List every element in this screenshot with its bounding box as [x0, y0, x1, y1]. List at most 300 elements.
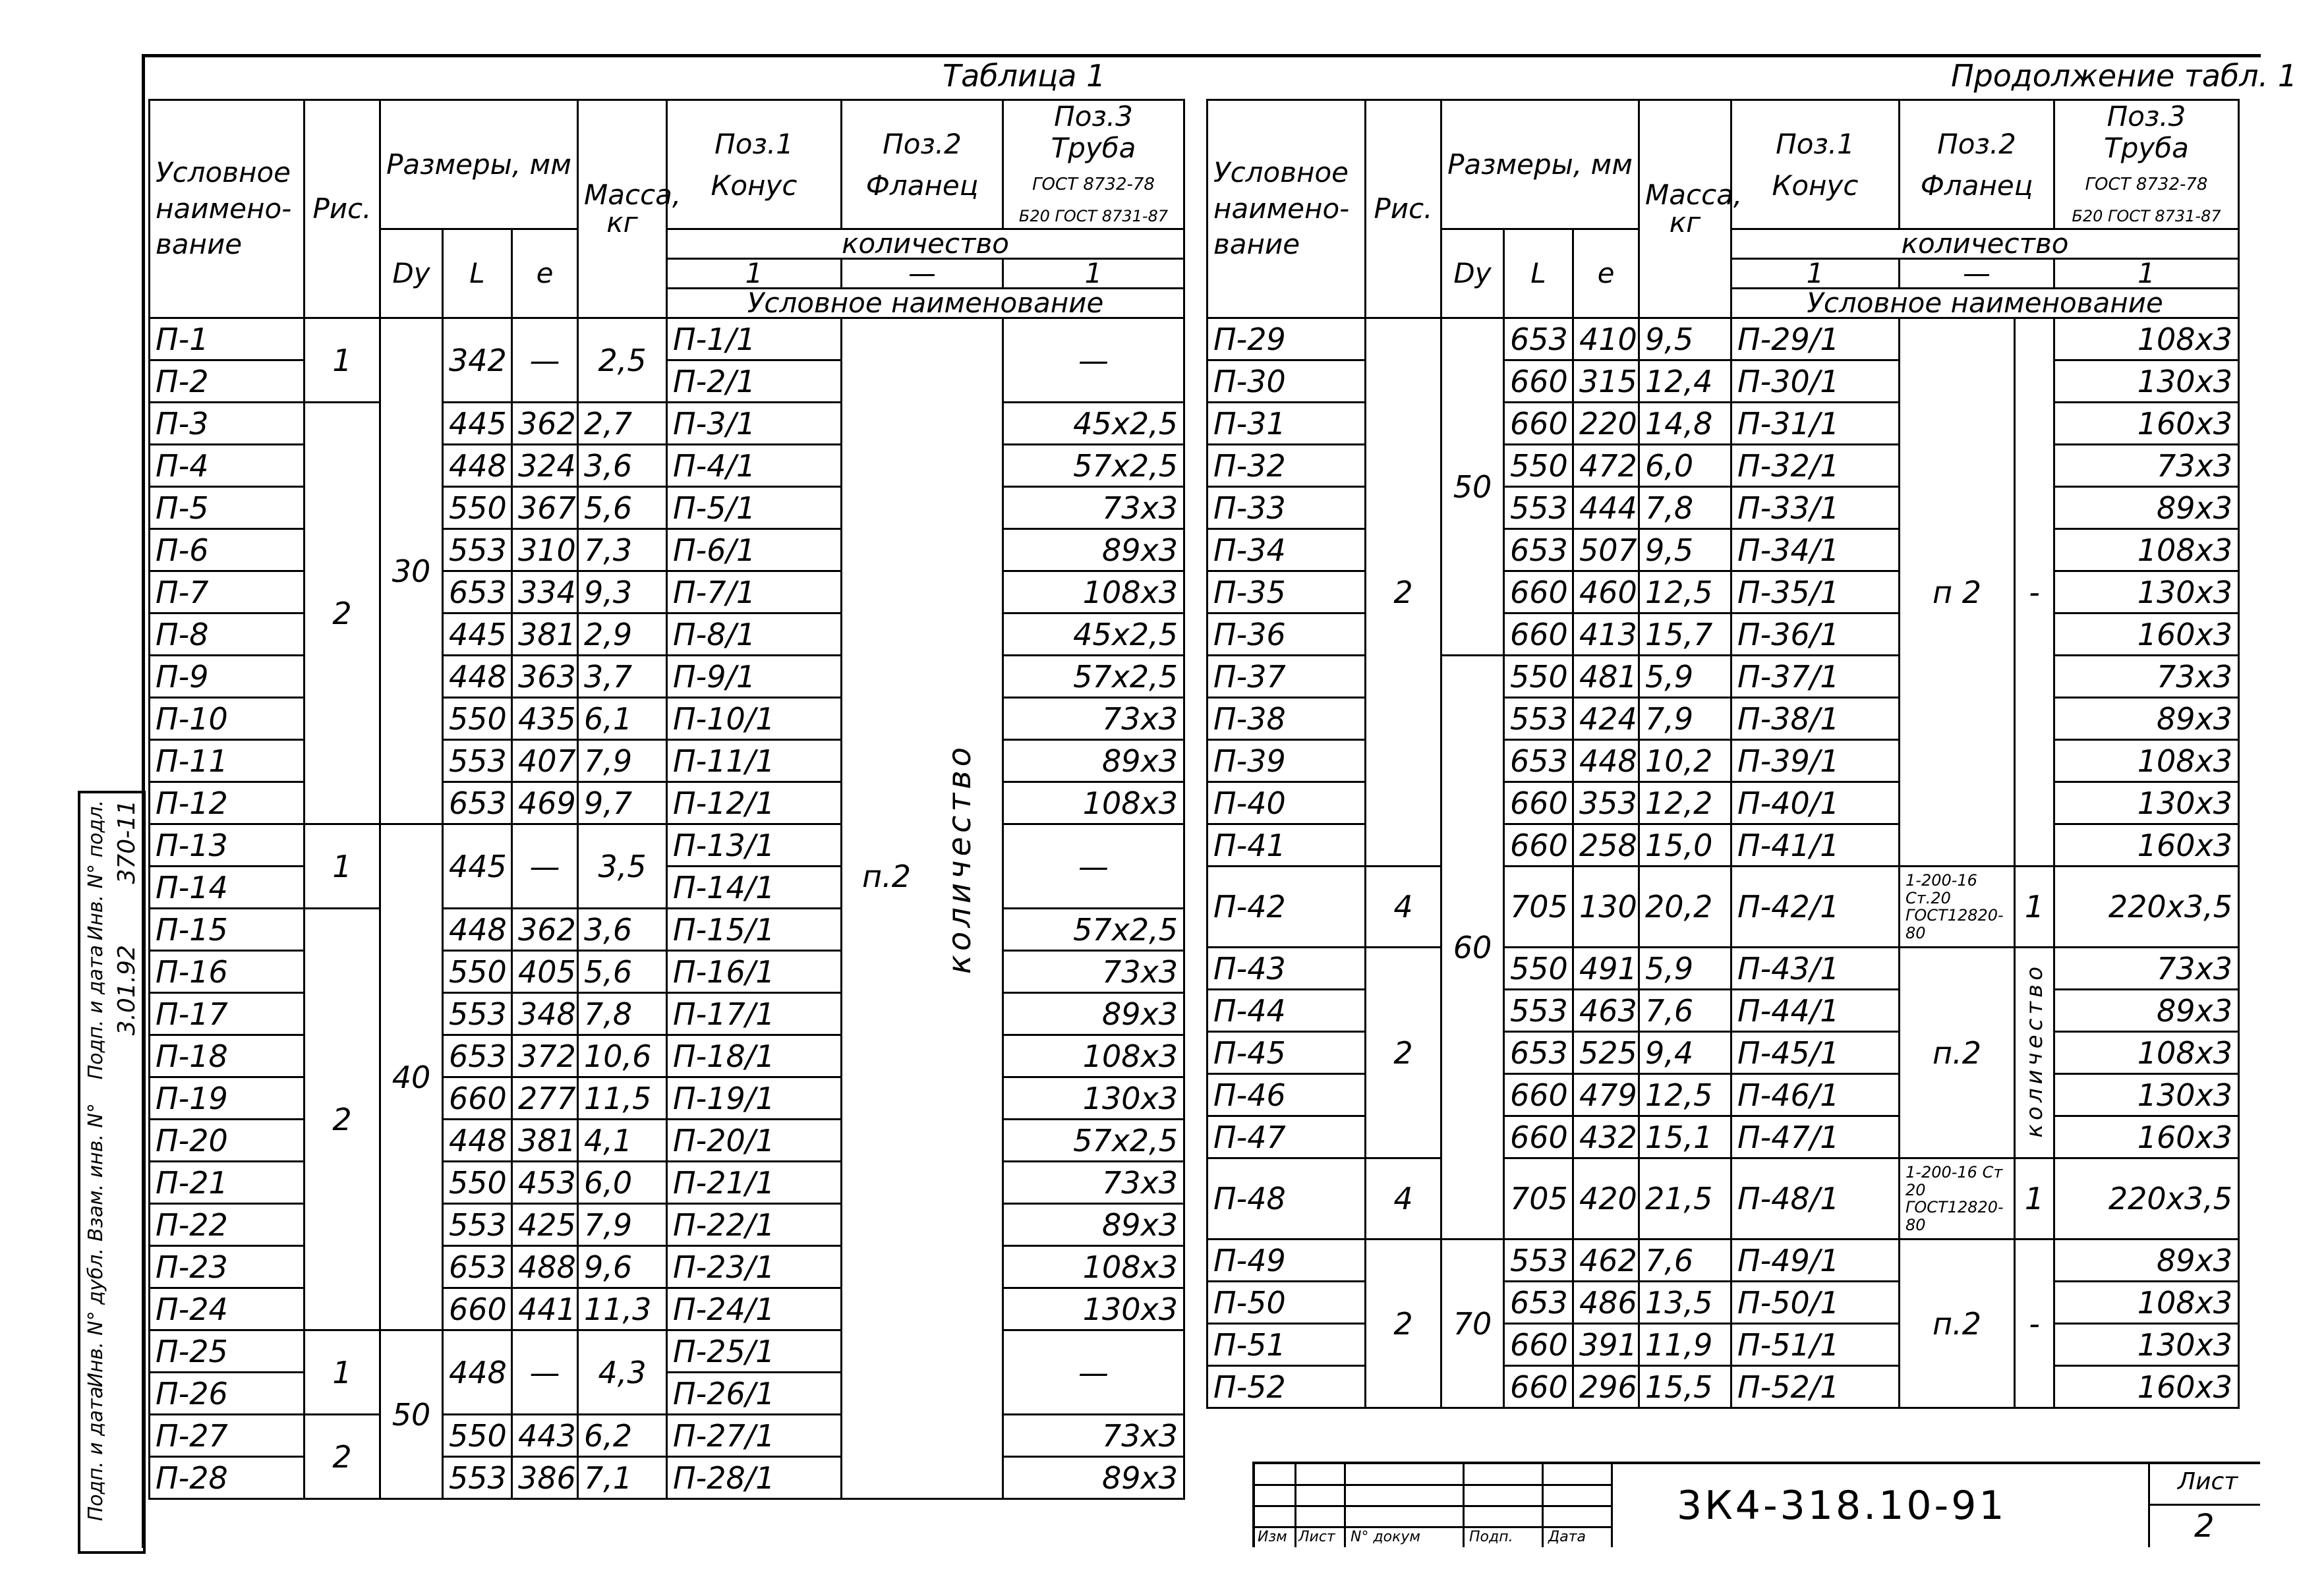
stamp-sign: Подп. — [1469, 1529, 1513, 1545]
table-row — [1207, 1074, 2239, 1116]
table-row — [1207, 824, 2239, 867]
row-e: 407 — [512, 740, 578, 782]
row-name: П-6 — [150, 529, 305, 571]
row-dy: 50 — [380, 1330, 443, 1499]
row-pos1: П-38/1 — [1731, 698, 1900, 740]
row-pos3: 45х2,5 — [1003, 613, 1184, 656]
row-mass: 20,2 — [1639, 867, 1731, 948]
row-e: 381 — [512, 1120, 578, 1162]
row-mass: 7,8 — [578, 993, 667, 1035]
row-length: 550 — [443, 487, 512, 529]
row-pos1: П-10/1 — [667, 698, 842, 740]
row-e: 448 — [1573, 740, 1639, 782]
row-e: 367 — [512, 487, 578, 529]
row-e: 277 — [512, 1077, 578, 1120]
row-name: П-19 — [150, 1077, 305, 1120]
row-fig: 1 — [305, 1330, 380, 1415]
stamp-list: Лист — [1298, 1529, 1335, 1545]
row-pos1: П-6/1 — [667, 529, 842, 571]
row-pos1: П-12/1 — [667, 782, 842, 824]
row-pos1: П-51/1 — [1731, 1324, 1900, 1366]
row-e: 481 — [1573, 656, 1639, 698]
row-name: П-45 — [1207, 1032, 1366, 1074]
row-name: П-21 — [150, 1162, 305, 1204]
row-dy: 30 — [380, 318, 443, 824]
row-pos1: П-48/1 — [1731, 1158, 1900, 1240]
row-e: 425 — [512, 1204, 578, 1246]
row-e: 444 — [1573, 487, 1639, 529]
row-e: 491 — [1573, 948, 1639, 990]
stamp-doc: N° докум — [1351, 1529, 1421, 1545]
row-name: П-52 — [1207, 1366, 1366, 1408]
row-pos1: П-44/1 — [1731, 990, 1900, 1032]
row-fig: 2 — [305, 909, 380, 1330]
row-length: 653 — [443, 782, 512, 824]
row-mass: 9,4 — [1639, 1032, 1731, 1074]
table-row — [1207, 571, 2239, 613]
row-length: 653 — [443, 571, 512, 613]
row-e: 353 — [1573, 782, 1639, 824]
row-fig: 2 — [305, 403, 380, 824]
row-e: 420 — [1573, 1158, 1639, 1240]
row-pos3: 73х3 — [2054, 656, 2239, 698]
sheet-label: Лист — [2178, 1468, 2238, 1495]
col-dims-header-2: Размеры, мм — [1441, 100, 1639, 229]
row-mass: 15,5 — [1639, 1366, 1731, 1408]
cond-name-header: Условное наименование — [667, 289, 1184, 318]
table-row — [1207, 1032, 2239, 1074]
row-pos1: П-34/1 — [1731, 529, 1900, 571]
table-row — [1207, 990, 2239, 1032]
col-pos3-header-2: Поз.3 Труба ГОСТ 8732-78 Б20 ГОСТ 8731-87 — [2054, 100, 2239, 229]
row-e: — — [512, 824, 578, 909]
row-mass: 5,6 — [578, 951, 667, 993]
row-name: П-23 — [150, 1246, 305, 1288]
row-pos3: 57х2,5 — [1003, 1120, 1184, 1162]
row-pos3: 160х3 — [2054, 403, 2239, 445]
row-name: П-12 — [150, 782, 305, 824]
row-length: 445 — [443, 403, 512, 445]
row-pos1: П-36/1 — [1731, 613, 1900, 656]
row-name: П-33 — [1207, 487, 1366, 529]
table-row — [1207, 867, 2239, 948]
row-pos1: П-52/1 — [1731, 1366, 1900, 1408]
qty-one: 1 — [2015, 867, 2054, 948]
table-row — [150, 1415, 1184, 1457]
row-mass: 6,0 — [578, 1162, 667, 1204]
col-pos3-header: Поз.3 Труба ГОСТ 8732-78 Б20 ГОСТ 8731-87 — [1003, 100, 1184, 229]
row-pos3: 73х3 — [1003, 487, 1184, 529]
row-name: П-43 — [1207, 948, 1366, 990]
row-pos3: — — [1003, 1330, 1184, 1415]
row-length: 553 — [1504, 1240, 1573, 1282]
row-pos1: П-18/1 — [667, 1035, 842, 1077]
row-length: 660 — [1504, 1116, 1573, 1158]
row-mass: 2,7 — [578, 403, 667, 445]
row-pos1: П-45/1 — [1731, 1032, 1900, 1074]
row-name: П-5 — [150, 487, 305, 529]
row-pos1: П-50/1 — [1731, 1282, 1900, 1324]
row-pos3: 108х3 — [1003, 782, 1184, 824]
row-pos1: П-42/1 — [1731, 867, 1900, 948]
row-pos1: П-46/1 — [1731, 1074, 1900, 1116]
row-length: 653 — [1504, 740, 1573, 782]
row-pos1: П-33/1 — [1731, 487, 1900, 529]
row-pos1: П-2/1 — [667, 360, 842, 403]
row-length: 660 — [1504, 824, 1573, 867]
table1-caption: Таблица 1 — [943, 58, 1106, 94]
row-length: 660 — [1504, 1074, 1573, 1116]
row-pos1: П-25/1 — [667, 1330, 842, 1373]
row-pos3: 89х3 — [1003, 1204, 1184, 1246]
row-dy: 40 — [380, 824, 443, 1330]
row-mass: 5,9 — [1639, 948, 1731, 990]
row-mass: 7,6 — [1639, 1240, 1731, 1282]
row-e: 296 — [1573, 1366, 1639, 1408]
side-sign2-label: Подп. и дата — [84, 1386, 107, 1522]
row-length: 550 — [1504, 445, 1573, 487]
row-pos3: 108х3 — [1003, 1035, 1184, 1077]
row-name: П-16 — [150, 951, 305, 993]
row-pos1: П-32/1 — [1731, 445, 1900, 487]
row-length: 660 — [1504, 403, 1573, 445]
row-e: 413 — [1573, 613, 1639, 656]
row-pos3: 57х2,5 — [1003, 656, 1184, 698]
row-mass: 11,5 — [578, 1077, 667, 1120]
title-block — [1252, 1462, 2260, 1547]
qty-vertical-cell — [2015, 948, 2054, 1158]
row-pos1: П-13/1 — [667, 824, 842, 867]
row-pos1: П-49/1 — [1731, 1240, 1900, 1282]
row-length: 705 — [1504, 867, 1573, 948]
row-e: 372 — [512, 1035, 578, 1077]
row-e: 348 — [512, 993, 578, 1035]
row-pos3: 89х3 — [2054, 990, 2239, 1032]
row-length: 448 — [443, 445, 512, 487]
row-pos3: 130х3 — [2054, 571, 2239, 613]
table2-caption: Продолжение табл. 1 — [1951, 58, 2297, 94]
row-length: 705 — [1504, 1158, 1573, 1240]
row-name: П-51 — [1207, 1324, 1366, 1366]
row-mass: 21,5 — [1639, 1158, 1731, 1240]
row-e: 405 — [512, 951, 578, 993]
row-length: 445 — [443, 824, 512, 909]
row-e: 462 — [1573, 1240, 1639, 1282]
col-e-header-2: e — [1573, 229, 1639, 318]
row-length: 660 — [1504, 1324, 1573, 1366]
row-length: 653 — [1504, 1032, 1573, 1074]
row-name: П-48 — [1207, 1158, 1366, 1240]
row-name: П-27 — [150, 1415, 305, 1457]
qty-2-2: — — [1900, 259, 2054, 289]
row-mass: 10,2 — [1639, 740, 1731, 782]
row-e: 507 — [1573, 529, 1639, 571]
row-pos3: 73х3 — [1003, 1162, 1184, 1204]
row-pos3: 89х3 — [1003, 740, 1184, 782]
row-pos3: 130х3 — [2054, 782, 2239, 824]
table-row — [1207, 698, 2239, 740]
table-row — [150, 824, 1184, 867]
qty-dash: - — [2015, 1240, 2054, 1408]
row-e: 486 — [1573, 1282, 1639, 1324]
row-mass: 11,9 — [1639, 1324, 1731, 1366]
row-mass: 7,9 — [578, 1204, 667, 1246]
side-inv-value: 370-11 — [113, 800, 140, 884]
col-pos1-header: Поз.1 Конус — [667, 100, 842, 229]
col-fig-header-2: Рис. — [1366, 100, 1441, 318]
row-e: 525 — [1573, 1032, 1639, 1074]
row-length: 653 — [443, 1246, 512, 1288]
col-fig-header: Рис. — [305, 100, 380, 318]
row-pos3: 108х3 — [2054, 1032, 2239, 1074]
pos2-merged — [842, 318, 1003, 1499]
table-row — [1207, 656, 2239, 698]
stamp-izm: Изм — [1258, 1529, 1287, 1545]
row-e: 469 — [512, 782, 578, 824]
table-row — [150, 318, 1184, 360]
row-pos3: 108х3 — [2054, 529, 2239, 571]
row-mass: 7,9 — [578, 740, 667, 782]
row-name: П-8 — [150, 613, 305, 656]
row-length: 653 — [1504, 529, 1573, 571]
qty-1-2: 1 — [1731, 259, 1900, 289]
row-pos1: П-17/1 — [667, 993, 842, 1035]
row-e: 424 — [1573, 698, 1639, 740]
row-pos3: 108х3 — [2054, 318, 2239, 360]
table-row — [1207, 1366, 2239, 1408]
row-pos3: 130х3 — [2054, 360, 2239, 403]
side-vzam-label: Взам. инв. N° — [84, 1103, 107, 1241]
row-mass: 11,3 — [578, 1288, 667, 1330]
row-mass: 15,7 — [1639, 613, 1731, 656]
qty-3-2: 1 — [2054, 259, 2239, 289]
table-row — [150, 909, 1184, 951]
row-pos3: 160х3 — [2054, 1116, 2239, 1158]
row-e: 472 — [1573, 445, 1639, 487]
side-sign-label: Подп. и дата — [84, 945, 107, 1080]
row-name: П-17 — [150, 993, 305, 1035]
row-length: 448 — [443, 1120, 512, 1162]
row-dy: 50 — [1441, 318, 1504, 656]
qty-one: 1 — [2015, 1158, 2054, 1240]
row-name: П-2 — [150, 360, 305, 403]
row-name: П-26 — [150, 1373, 305, 1415]
row-name: П-47 — [1207, 1116, 1366, 1158]
row-e: 463 — [1573, 990, 1639, 1032]
row-pos3: 45х2,5 — [1003, 403, 1184, 445]
row-e: 391 — [1573, 1324, 1639, 1366]
row-pos3: 108х3 — [1003, 571, 1184, 613]
row-mass: 9,3 — [578, 571, 667, 613]
row-name: П-30 — [1207, 360, 1366, 403]
row-length: 553 — [443, 1204, 512, 1246]
row-pos1: П-5/1 — [667, 487, 842, 529]
row-pos3: 89х3 — [1003, 993, 1184, 1035]
row-mass: 6,1 — [578, 698, 667, 740]
row-pos1: П-22/1 — [667, 1204, 842, 1246]
row-name: П-31 — [1207, 403, 1366, 445]
row-pos1: П-40/1 — [1731, 782, 1900, 824]
row-name: П-29 — [1207, 318, 1366, 360]
row-length: 653 — [1504, 318, 1573, 360]
row-mass: 15,0 — [1639, 824, 1731, 867]
row-pos3: 160х3 — [2054, 824, 2239, 867]
row-length: 660 — [443, 1288, 512, 1330]
row-length: 553 — [1504, 698, 1573, 740]
row-name: П-32 — [1207, 445, 1366, 487]
row-e: 479 — [1573, 1074, 1639, 1116]
row-e: 441 — [512, 1288, 578, 1330]
table-1 — [148, 99, 1185, 1500]
row-length: 445 — [443, 613, 512, 656]
row-name: П-42 — [1207, 867, 1366, 948]
row-pos3: 73х3 — [1003, 951, 1184, 993]
row-fig: 4 — [1366, 1158, 1441, 1240]
table-2 — [1206, 99, 2240, 1409]
side-inv-label: Инв. N° подл. — [84, 800, 107, 941]
row-fig: 2 — [1366, 318, 1441, 867]
row-name: П-38 — [1207, 698, 1366, 740]
row-e: 315 — [1573, 360, 1639, 403]
side-date-value: 3.01.92 — [113, 945, 140, 1036]
row-pos1: П-28/1 — [667, 1457, 842, 1499]
row-e: — — [512, 318, 578, 403]
row-name: П-1 — [150, 318, 305, 360]
row-name: П-40 — [1207, 782, 1366, 824]
row-name: П-9 — [150, 656, 305, 698]
row-name: П-41 — [1207, 824, 1366, 867]
row-name: П-20 — [150, 1120, 305, 1162]
row-pos3: 108х3 — [2054, 1282, 2239, 1324]
stamp-date: Дата — [1548, 1529, 1586, 1545]
row-mass: 5,9 — [1639, 656, 1731, 698]
row-pos1: П-26/1 — [667, 1373, 842, 1415]
row-name: П-46 — [1207, 1074, 1366, 1116]
row-pos3: 160х3 — [2054, 613, 2239, 656]
col-mass-header: Масса, кг — [578, 100, 667, 318]
flange-spec: 1-200-16 Ст 20 ГОСТ12820-80 — [1900, 1158, 2015, 1240]
row-fig: 1 — [305, 318, 380, 403]
row-e: 310 — [512, 529, 578, 571]
row-e: 453 — [512, 1162, 578, 1204]
row-length: 550 — [443, 1415, 512, 1457]
row-pos1: П-37/1 — [1731, 656, 1900, 698]
row-mass: 3,6 — [578, 909, 667, 951]
row-pos1: П-8/1 — [667, 613, 842, 656]
table-row — [1207, 403, 2239, 445]
col-pos2-header-2: Поз.2 Фланец — [1900, 100, 2054, 229]
qty-3: 1 — [1003, 259, 1184, 289]
row-mass: 12,5 — [1639, 1074, 1731, 1116]
side-dub-label: Инв. N° дубл. — [84, 1248, 107, 1388]
table-row — [1207, 948, 2239, 990]
row-pos3: 73х3 — [1003, 1415, 1184, 1457]
row-length: 448 — [443, 1330, 512, 1415]
row-pos1: П-16/1 — [667, 951, 842, 993]
flange-note: п.2 — [1900, 1240, 2015, 1408]
row-pos3: 89х3 — [2054, 698, 2239, 740]
table-row — [150, 1330, 1184, 1373]
row-mass: 12,4 — [1639, 360, 1731, 403]
row-mass: 10,6 — [578, 1035, 667, 1077]
side-stamp — [78, 791, 146, 1554]
col-pos2-header: Поз.2 Фланец — [842, 100, 1003, 229]
row-mass: 3,5 — [578, 824, 667, 909]
row-name: П-11 — [150, 740, 305, 782]
row-name: П-4 — [150, 445, 305, 487]
row-e: 324 — [512, 445, 578, 487]
row-length: 342 — [443, 318, 512, 403]
row-mass: 15,1 — [1639, 1116, 1731, 1158]
row-e: 460 — [1573, 571, 1639, 613]
row-length: 448 — [443, 656, 512, 698]
row-fig: 2 — [305, 1415, 380, 1499]
table-row — [1207, 1324, 2239, 1366]
row-pos1: П-4/1 — [667, 445, 842, 487]
row-e: 363 — [512, 656, 578, 698]
table-row — [1207, 360, 2239, 403]
row-length: 553 — [1504, 487, 1573, 529]
table-row — [1207, 613, 2239, 656]
row-e: — — [512, 1330, 578, 1415]
row-length: 660 — [443, 1077, 512, 1120]
row-name: П-3 — [150, 403, 305, 445]
row-pos1: П-31/1 — [1731, 403, 1900, 445]
row-pos1: П-29/1 — [1731, 318, 1900, 360]
row-length: 550 — [1504, 948, 1573, 990]
row-length: 660 — [1504, 360, 1573, 403]
row-pos1: П-19/1 — [667, 1077, 842, 1120]
row-name: П-15 — [150, 909, 305, 951]
row-name: П-49 — [1207, 1240, 1366, 1282]
table-row — [1207, 1116, 2239, 1158]
row-pos1: П-24/1 — [667, 1288, 842, 1330]
table-row — [1207, 1282, 2239, 1324]
row-pos3: 89х3 — [1003, 1457, 1184, 1499]
col-name-header: Условное наимено-вание — [150, 100, 305, 318]
row-e: 410 — [1573, 318, 1639, 360]
col-l-header-2: L — [1504, 229, 1573, 318]
row-length: 448 — [443, 909, 512, 951]
table-row — [1207, 445, 2239, 487]
flange-note: п 2 — [1900, 318, 2015, 867]
qty-header: количество — [667, 229, 1184, 259]
row-pos3: 130х3 — [2054, 1074, 2239, 1116]
row-length: 553 — [443, 1457, 512, 1499]
flange-spec: 1-200-16 Ст.20 ГОСТ12820-80 — [1900, 867, 2015, 948]
row-mass: 7,1 — [578, 1457, 667, 1499]
row-length: 553 — [443, 993, 512, 1035]
row-mass: 6,2 — [578, 1415, 667, 1457]
row-pos3: 220х3,5 — [2054, 1158, 2239, 1240]
row-mass: 7,6 — [1639, 990, 1731, 1032]
row-pos1: П-30/1 — [1731, 360, 1900, 403]
row-length: 660 — [1504, 1366, 1573, 1408]
row-name: П-36 — [1207, 613, 1366, 656]
row-length: 660 — [1504, 613, 1573, 656]
row-pos3: 73х3 — [2054, 948, 2239, 990]
row-pos3: 108х3 — [2054, 740, 2239, 782]
row-fig: 4 — [1366, 867, 1441, 948]
row-pos1: П-9/1 — [667, 656, 842, 698]
row-length: 550 — [443, 951, 512, 993]
row-mass: 13,5 — [1639, 1282, 1731, 1324]
row-name: П-35 — [1207, 571, 1366, 613]
row-name: П-14 — [150, 867, 305, 909]
row-length: 550 — [443, 1162, 512, 1204]
row-pos1: П-43/1 — [1731, 948, 1900, 990]
row-length: 553 — [443, 740, 512, 782]
